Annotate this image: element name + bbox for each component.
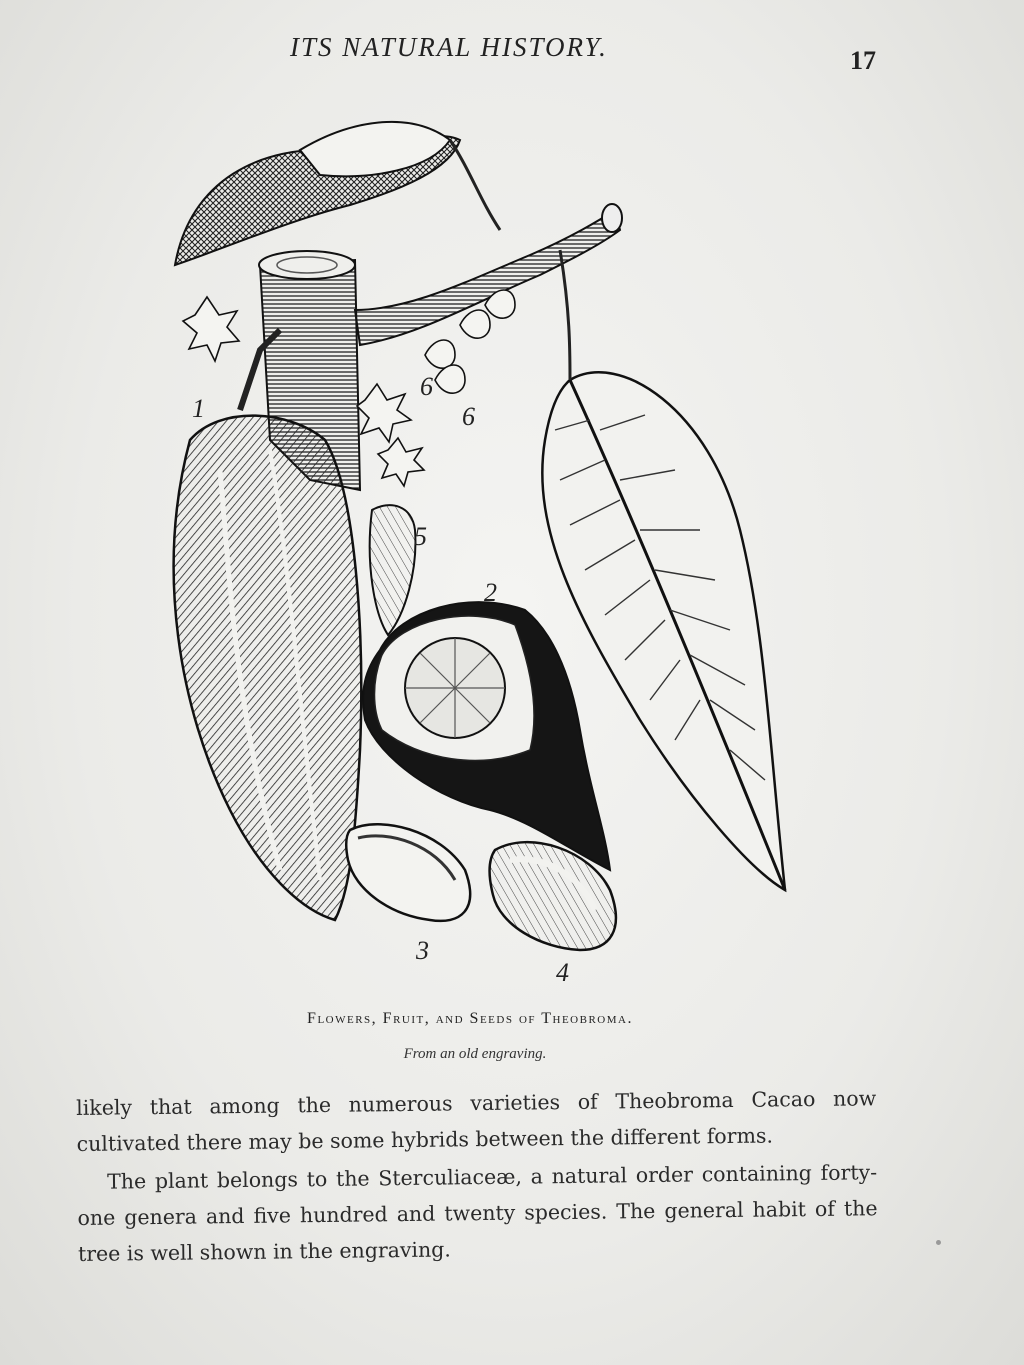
running-title: ITS NATURAL HISTORY. (290, 32, 608, 62)
figure-label-6b: 6 (462, 402, 475, 431)
figure-label-5: 5 (414, 522, 427, 551)
figure-label-1: 1 (192, 394, 205, 423)
theobroma-engraving (150, 110, 800, 990)
figure-label-6a: 6 (420, 372, 433, 401)
top-leaf (175, 122, 500, 265)
figure-caption: Flowers, Fruit, and Seeds of Theobroma. (307, 1010, 633, 1027)
page-number: 17 (850, 46, 876, 75)
body-text (76, 1080, 878, 1272)
figure-label-2: 2 (484, 578, 497, 607)
young-pod (370, 505, 416, 635)
paragraph: likely that among the numerous varieties of Theobroma Cacao now cultivated there may be some hybrids between the different forms. (76, 1086, 877, 1156)
seed (346, 824, 470, 921)
paragraph: The plant belongs to the Sterculiaceæ, a natural order containing forty-one genera and five hundred and twenty species. The general habit of the tree is well shown in the engraving. (77, 1160, 878, 1266)
ink-speck (936, 1240, 941, 1245)
figure-label-3: 3 (416, 936, 429, 965)
figure-source: From an old engraving. (403, 1046, 547, 1062)
figure-label-4: 4 (556, 958, 569, 987)
